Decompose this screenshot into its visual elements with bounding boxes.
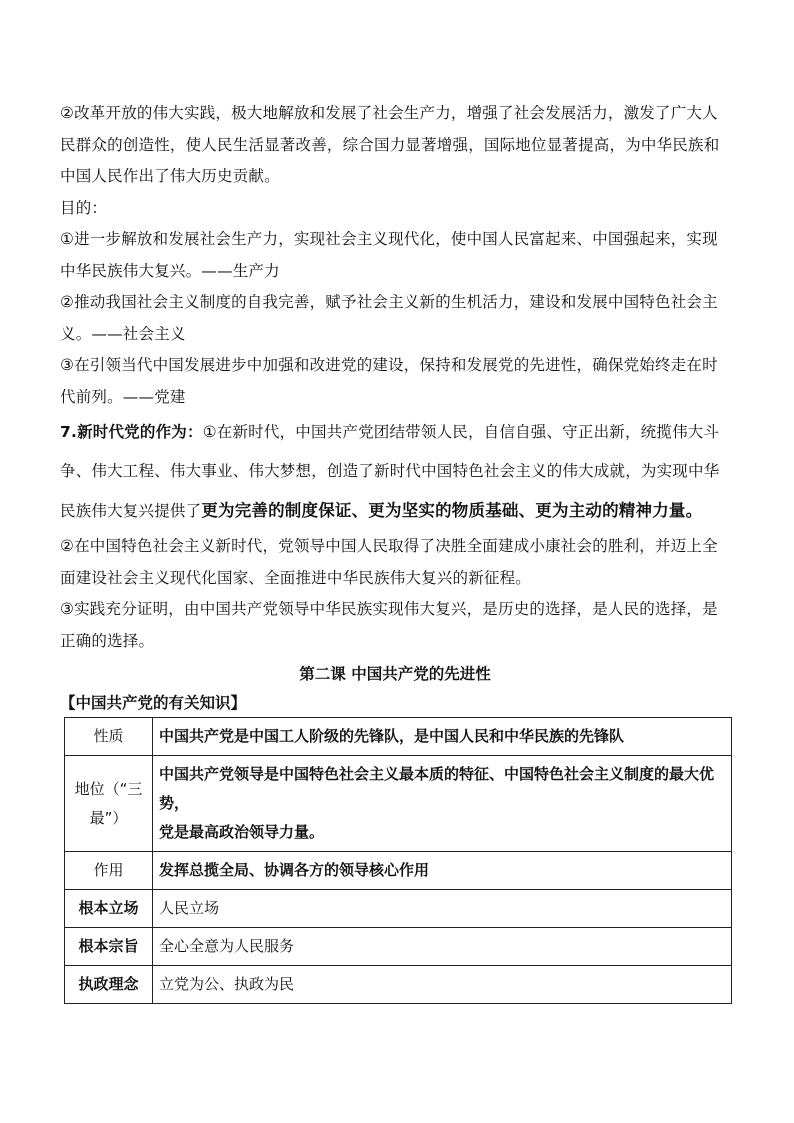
row-label-nature: 性质 [65,718,153,756]
new-era-paragraph [60,413,730,531]
row-label-stance: 根本立场 [65,890,153,928]
purpose-item-2: ②推动我国社会主义制度的自我完善，赋予社会主义新的生机活力，建设和发展中国特色社会主义。——社会主义 [60,293,718,343]
row-label-purpose: 根本宗旨 [65,928,153,966]
reform-achievement-paragraph: ②改革开放的伟大实践，极大地解放和发展了社会生产力，增强了社会发展活力，激发了广大人民群众的创造性，使人民生活显著改善，综合国力显著增强，国际地位显著提高，为中华民族和中国人民作出了伟大历史贡献。 [60,104,720,185]
new-era-text: ①在新时代，中国共产党团结带领人民，自信自强、守正出新，统揽伟大斗争、伟大工程、伟大事业、伟大梦想，创造了新时代中国特色社会主义的伟大成就，为实现中华民族伟大复兴提供了 [60,423,720,520]
purpose-item-1: ①进一步解放和发展社会生产力，实现社会主义现代化，使中国人民富起来、中国强起来，实现中华民族伟大复兴。——生产力 [60,230,718,280]
row-value-status-line2: 党是最高政治领导力量。 [159,823,325,841]
table-row [65,966,732,1004]
row-value-governance: 立党为公、执政为民 [153,966,732,1004]
table-row [65,852,732,890]
document-page [60,98,730,1004]
table-row [65,756,732,852]
knowledge-heading: 【中国共产党的有关知识】 [60,694,247,712]
party-knowledge-table [64,717,732,1004]
new-era-item-3: ③实践充分证明，由中国共产党领导中华民族实现伟大复兴，是历史的选择，是人民的选择，是正确的选择。 [60,600,718,650]
lesson-title: 第二课 中国共产党的先进性 [299,665,491,683]
table-row [65,718,732,756]
purpose-item-3: ③在引领当代中国发展进步中加强和改进党的建设，保持和发展党的先进性，确保党始终走在时代前列。——党建 [60,356,718,406]
table-row [65,890,732,928]
row-value-stance: 人民立场 [153,890,732,928]
purpose-label: 目的： [60,198,108,217]
row-value-role: 发挥总揽全局、协调各方的领导核心作用 [153,852,732,890]
new-era-item-2: ②在中国特色社会主义新时代，党领导中国人民取得了决胜全面建成小康社会的胜利，并迈上全面建设社会主义现代化国家、全面推进中华民族伟大复兴的新征程。 [60,537,718,587]
table-row [65,928,732,966]
new-era-heading: 7.新时代党的作为： [60,423,203,441]
row-value-status-line1: 中国共产党领导是中国特色社会主义最本质的特征、中国特色社会主义制度的最大优势， [159,765,715,812]
row-value-status [153,756,732,852]
row-label-governance: 执政理念 [65,966,153,1004]
row-value-purpose: 全心全意为人民服务 [153,928,732,966]
row-label-status: 地位（“三最”） [65,756,153,852]
new-era-emphasis: 更为完善的制度保证、更为坚实的物质基础、更为主动的精神力量。 [201,501,703,520]
row-label-role: 作用 [65,852,153,890]
row-value-nature: 中国共产党是中国工人阶级的先锋队，是中国人民和中华民族的先锋队 [153,718,732,756]
